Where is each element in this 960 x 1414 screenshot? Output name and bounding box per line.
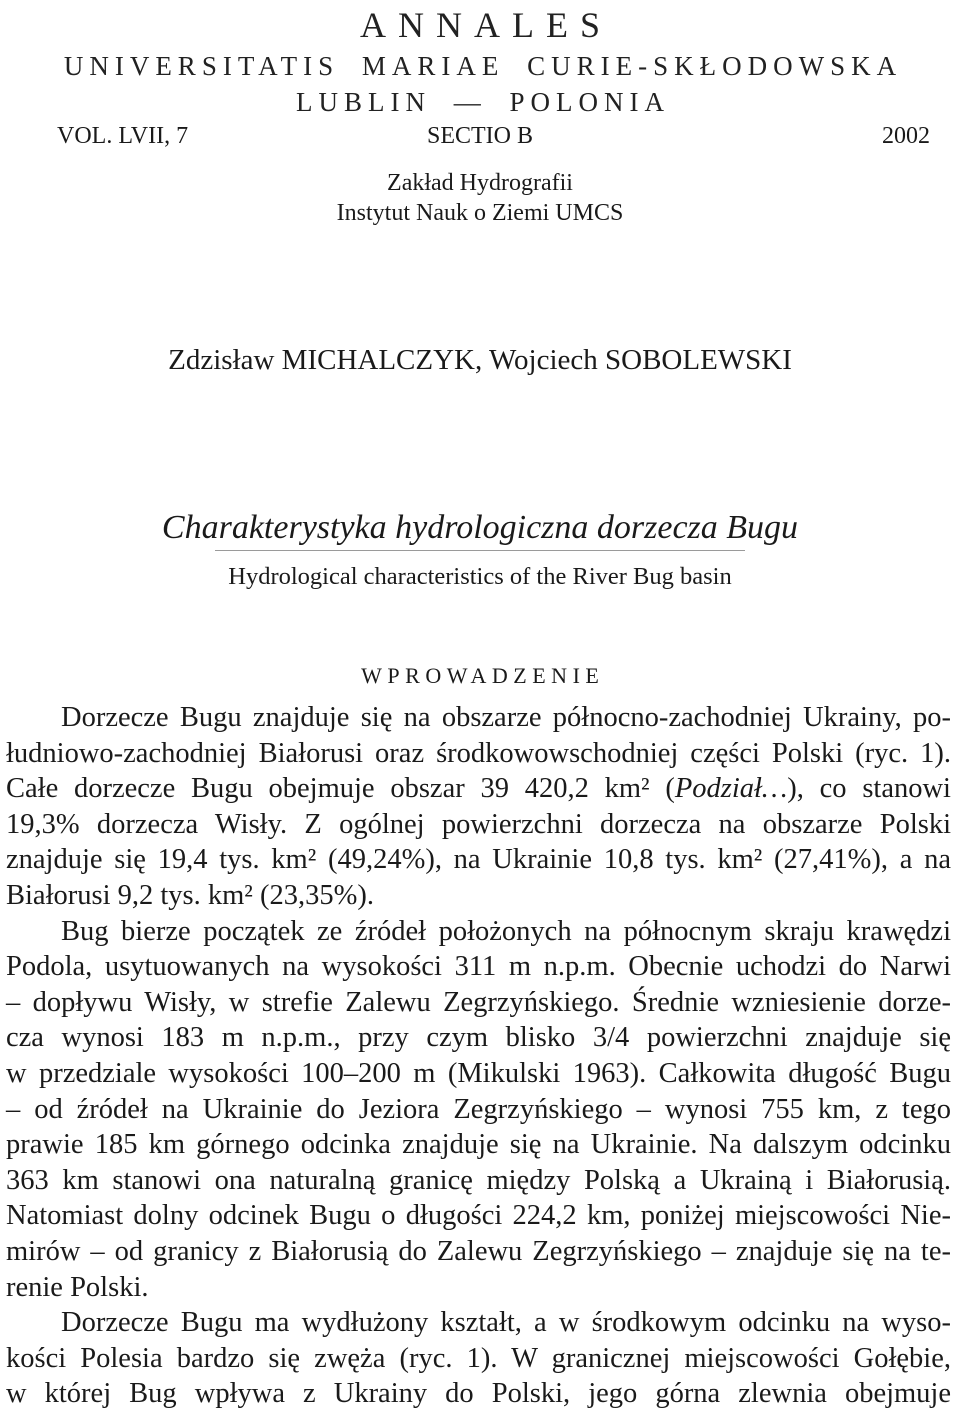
journal-section: SECTIO B <box>426 123 534 149</box>
text-line: Białorusi 9,2 tys. km² (23,35%). <box>6 879 374 911</box>
text-line: 19,3% dorzecza Wisły. Z ogólnej powierzchni dorzecza na obszarze Polski <box>6 808 951 840</box>
text-line: – od źródeł na Ukrainie do Jeziora Zegrzyńskiego – wynosi 755 km, z tego <box>6 1093 951 1125</box>
text-line: – dopływu Wisły, w strefie Zalewu Zegrzyńskiego. Średnie wzniesienie dorze- <box>6 986 951 1018</box>
journal-location: LUBLIN — POLONIA <box>296 87 670 117</box>
text-line: 363 km stanowi ona naturalną granicę między Polską a Ukrainą i Białorusią. <box>6 1164 951 1196</box>
text-line: łudniowo-zachodniej Białorusi oraz środkowowschodniej części Polski (ryc. 1). <box>6 737 951 769</box>
text-segment: ), co stanowi <box>787 773 951 805</box>
text-line: Natomiast dolny odcinek Bugu o długości 224,2 km, poniżej miejscowości Nie- <box>6 1200 951 1232</box>
text-line: Bug bierze początek ze źródeł położonych na północnym skraju krawędzi <box>61 915 951 947</box>
volume-line <box>0 121 960 151</box>
text-line: znajduje się 19,4 tys. km² (49,24%), na Ukrainie 10,8 tys. km² (27,41%), a na <box>6 844 951 876</box>
volume-number: VOL. LVII, 7 <box>57 123 189 149</box>
title-rule <box>215 550 745 551</box>
paragraph <box>6 914 951 1306</box>
paragraph <box>6 700 951 914</box>
text-line: renie Polski. <box>6 1271 149 1303</box>
affiliation-institute: Instytut Nauk o Ziemi UMCS <box>336 200 624 226</box>
text-line: w której Bug wpływa z Ukrainy do Polski, jego górna zlewnia obejmuje <box>6 1378 951 1410</box>
affiliation-department: Zakład Hydrografii <box>387 170 573 196</box>
journal-university: UNIVERSITATIS MARIAE CURIE-SKŁODOWSKA <box>63 51 903 81</box>
article-authors: Zdzisław MICHALCZYK, Wojciech SOBOLEWSKI <box>168 344 792 376</box>
text-line: kości Polesia bardzo się zwęża (ryc. 1). W granicznej miejscowości Gołębie, <box>6 1342 951 1374</box>
text-line: prawie 185 km górnego odcinka znajduje się na Ukrainie. Na dalszym odcinku <box>6 1129 951 1161</box>
emphasized-text: Podział… <box>674 773 788 805</box>
text-line: cza wynosi 183 m n.p.m., przy czym blisko 3/4 powierzchni znajduje się <box>6 1022 951 1054</box>
article-body <box>6 700 951 1412</box>
text-line: Podola, usytuowanych na wysokości 311 m n.p.m. Obecnie uchodzi do Narwi <box>6 951 951 983</box>
text-line: Dorzecze Bugu znajduje się na obszarze północno-zachodniej Ukrainy, po- <box>61 702 951 733</box>
text-line: w przedziale wysokości 100–200 m (Mikulski 1963). Całkowita długość Bugu <box>6 1057 951 1089</box>
text-line: Dorzecze Bugu ma wydłużony kształt, a w środkowym odcinku na wyso- <box>61 1307 951 1339</box>
article-title: Charakterystyka hydrologiczna dorzecza Bugu <box>161 509 799 546</box>
section-heading: WPROWADZENIE <box>361 663 605 688</box>
journal-name: ANNALES <box>360 5 612 45</box>
publication-year: 2002 <box>882 123 930 149</box>
article-title-english: Hydrological characteristics of the River Bug basin <box>228 563 732 590</box>
text-line <box>6 771 951 807</box>
paragraph <box>6 1305 951 1412</box>
text-line: mirów – od granicy z Białorusią do Zalewu Zegrzyńskiego – znajduje się na te- <box>6 1235 951 1267</box>
text-segment: Całe dorzecze Bugu obejmuje obszar 39 420,2 km² ( <box>6 773 675 805</box>
